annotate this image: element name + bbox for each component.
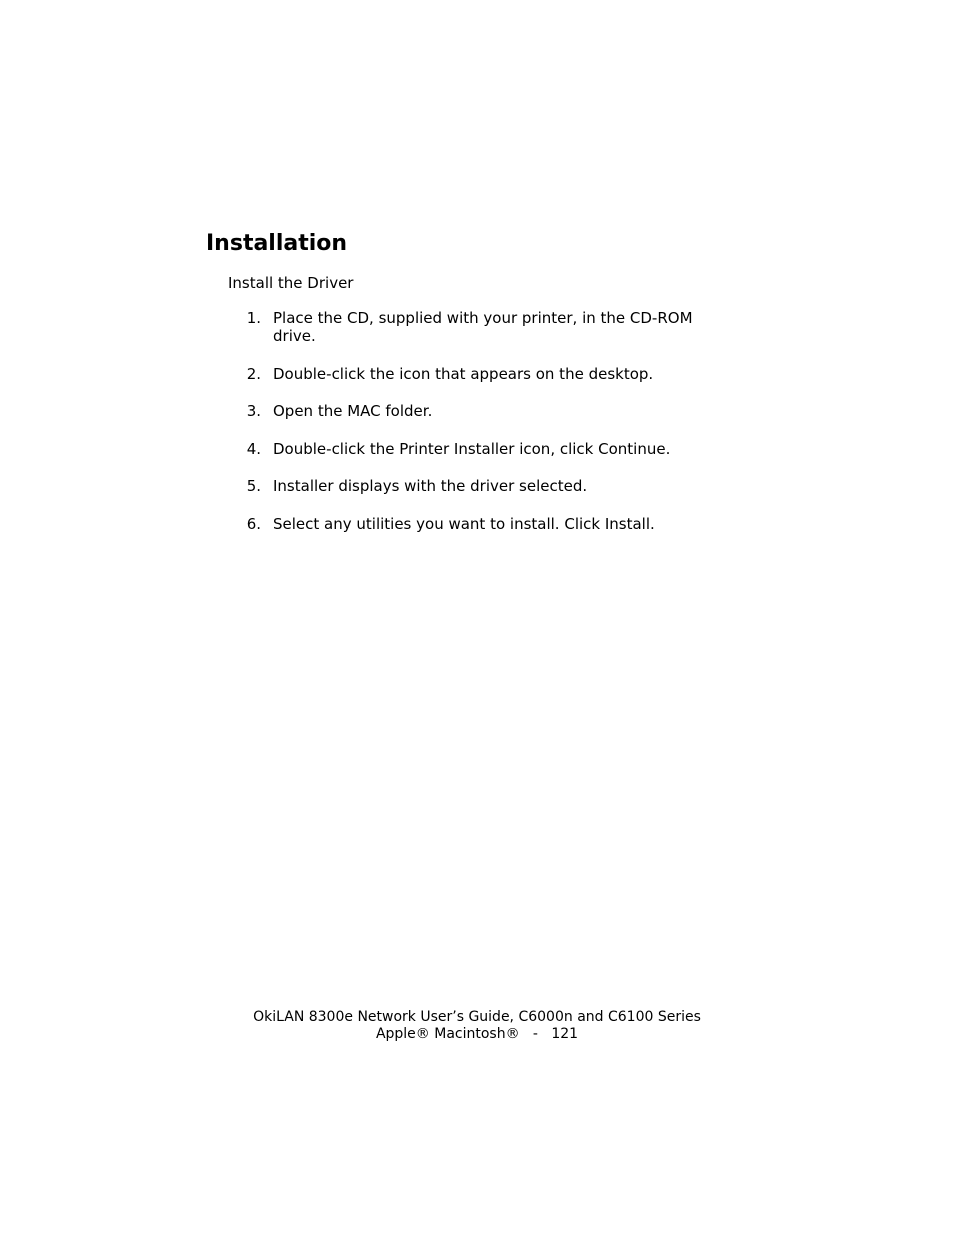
footer-section-page-number: Apple® Macintosh® - 121 [375, 1026, 579, 1042]
step-item [228, 515, 728, 533]
step-number: 6. [246, 514, 261, 533]
step-number: 2. [246, 364, 261, 383]
step-item [228, 402, 728, 420]
step-text: Select any utilities you want to install. Click Install. [273, 514, 655, 533]
step-item [228, 365, 728, 383]
step-item [228, 309, 728, 345]
step-number: 4. [246, 439, 261, 458]
step-number: 5. [246, 477, 261, 495]
page-title: Installation [206, 231, 348, 256]
section-subheading: Install the Driver [228, 274, 354, 292]
step-item [228, 440, 728, 458]
step-text: Installer displays with the driver selected. [273, 477, 588, 495]
step-number: 1. [246, 309, 261, 327]
step-text: Place the CD, supplied with your printer, in the CD-ROM drive. [273, 309, 693, 345]
footer-guide-title: OkiLAN 8300e Network User’s Guide, C6000n and C6100 Series [253, 1009, 701, 1025]
step-text: Open the MAC folder. [273, 402, 433, 420]
step-text: Double-click the icon that appears on the desktop. [273, 364, 654, 383]
installation-steps-list [228, 309, 728, 552]
step-number: 3. [246, 402, 261, 420]
page-footer [0, 1009, 954, 1043]
step-text: Double-click the Printer Installer icon, click Continue. [273, 439, 671, 458]
step-item [228, 477, 728, 495]
